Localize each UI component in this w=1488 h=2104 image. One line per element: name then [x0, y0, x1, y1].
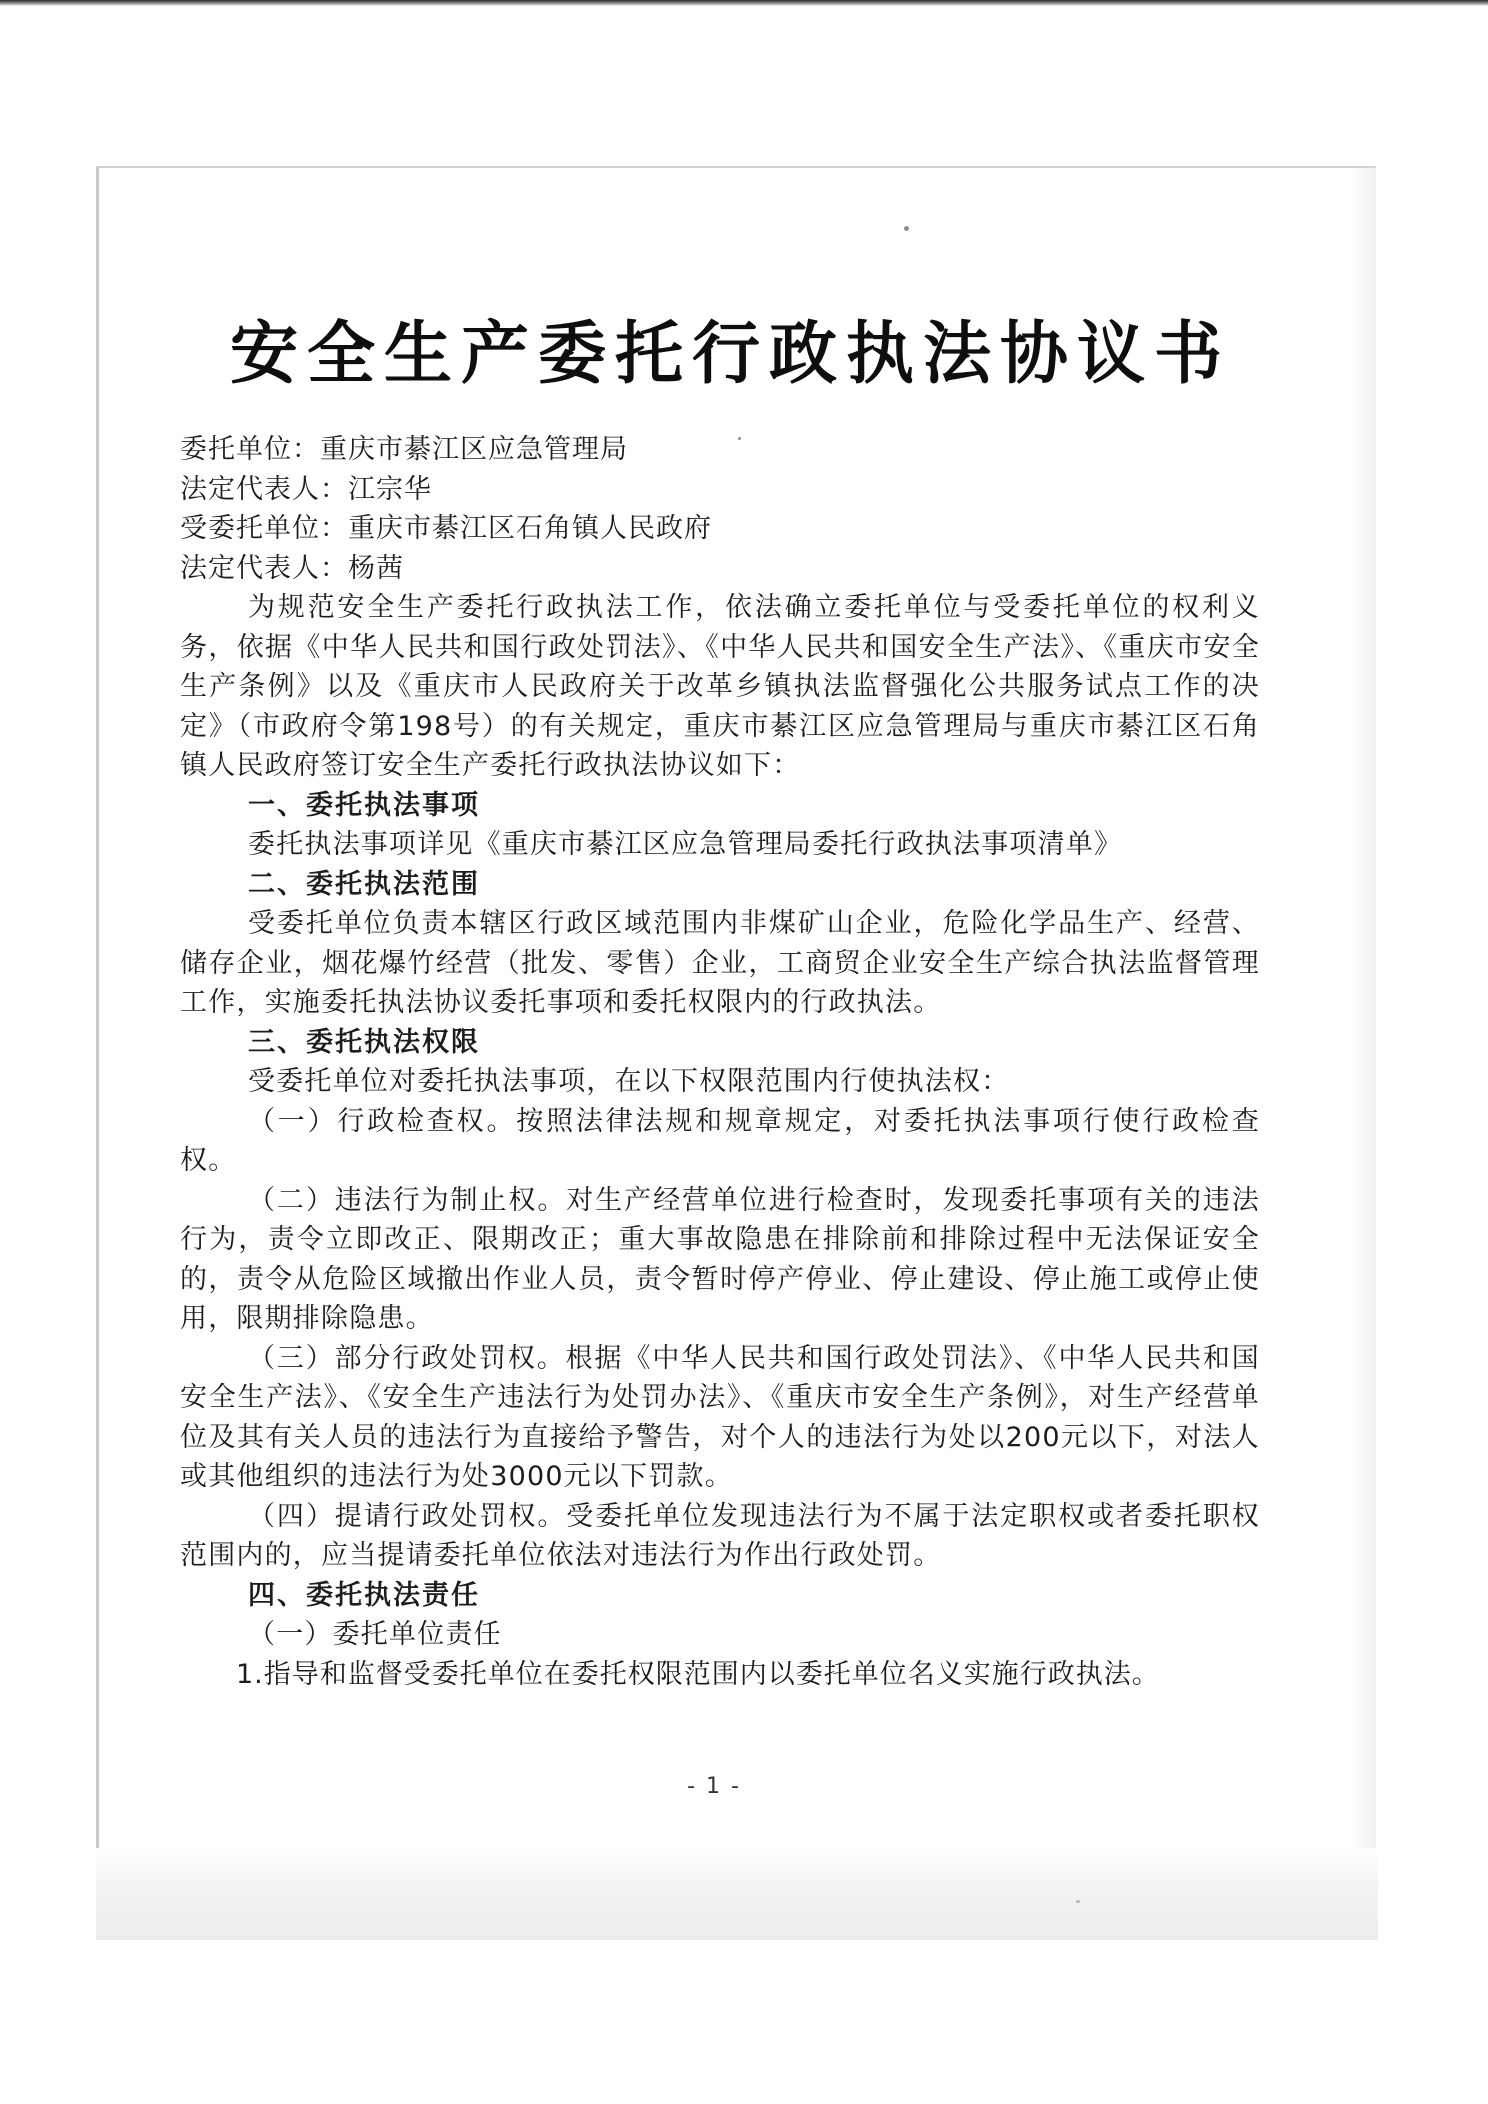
section-paragraph: 受委托单位对委托执法事项，在以下权限范围内行使执法权：: [248, 1066, 1010, 1097]
section-heading: 三、委托执法权限: [248, 1026, 480, 1058]
page-number: - 1 -: [687, 1774, 741, 1799]
party-line: 法定代表人：杨茜: [180, 552, 404, 584]
document-body: [180, 430, 1260, 1694]
document-title: 安全生产委托行政执法协议书: [230, 314, 1232, 394]
section-paragraph: （二）违法行为制止权。对生产经营单位进行检查时，发现委托事项有关的违法行为，责令立即改正、限期改正；重大事故隐患在排除前和排除过程中无法保证安全的，责令从危险区域撤出作业人员，责令暂时停产停业、停止建设、停止施工或停止使用，限期排除隐患。: [180, 1184, 1260, 1334]
sheet-edge-shade: [1350, 168, 1376, 1868]
section-paragraph: （一）行政检查权。按照法律法规和规章规定，对委托执法事项行使行政检查权。: [180, 1105, 1260, 1176]
section-paragraph: （一）委托单位责任: [248, 1619, 502, 1650]
section-paragraph: （三）部分行政处罚权。根据《中华人民共和国行政处罚法》、《中华人民共和国安全生产法》、《安全生产违法行为处罚办法》、《重庆市安全生产条例》，对生产经营单位及其有关人员的违法行为直接给予警告，对个人的违法行为处以200元以下，对法人或其他组织的违法行为处3000元以下罚款。: [180, 1342, 1260, 1492]
section-paragraph: 委托执法事项详见《重庆市綦江区应急管理局委托行政执法事项清单》: [248, 829, 1123, 860]
scan-speck: [1076, 1900, 1080, 1903]
scan-speck: [904, 226, 909, 231]
section-paragraph: 受委托单位负责本辖区行政区域范围内非煤矿山企业，危险化学品生产、经营、储存企业，烟花爆竹经营（批发、零售）企业，工商贸企业安全生产综合执法监督管理工作，实施委托执法协议委托事项和委托权限内的行政执法。: [180, 908, 1260, 1018]
scan-edge-shadow: [0, 0, 1488, 6]
party-line: 法定代表人：江宗华: [180, 473, 432, 505]
section-heading: 一、委托执法事项: [248, 789, 480, 821]
section-heading: 二、委托执法范围: [248, 868, 480, 900]
sheet-bottom-shade: [96, 1848, 1378, 1940]
party-line: 委托单位：重庆市綦江区应急管理局: [180, 434, 628, 465]
section-heading: 四、委托执法责任: [248, 1579, 480, 1611]
clause-line: 1.指导和监督受委托单位在委托权限范围内以委托单位名义实施行政执法。: [236, 1658, 1160, 1690]
party-line: 受委托单位：重庆市綦江区石角镇人民政府: [180, 513, 712, 544]
section-paragraph: （四）提请行政处罚权。受委托单位发现违法行为不属于法定职权或者委托职权范围内的，应当提请委托单位依法对违法行为作出行政处罚。: [180, 1500, 1260, 1571]
preamble-paragraph: 为规范安全生产委托行政执法工作，依法确立委托单位与受委托单位的权利义务，依据《中华人民共和国行政处罚法》、《中华人民共和国安全生产法》、《重庆市安全生产条例》以及《重庆市人民政府关于改革乡镇执法监督强化公共服务试点工作的决定》（市政府令第198号）的有关规定，重庆市綦江区应急管理局与重庆市綦江区石角镇人民政府签订安全生产委托行政执法协议如下：: [180, 592, 1260, 781]
